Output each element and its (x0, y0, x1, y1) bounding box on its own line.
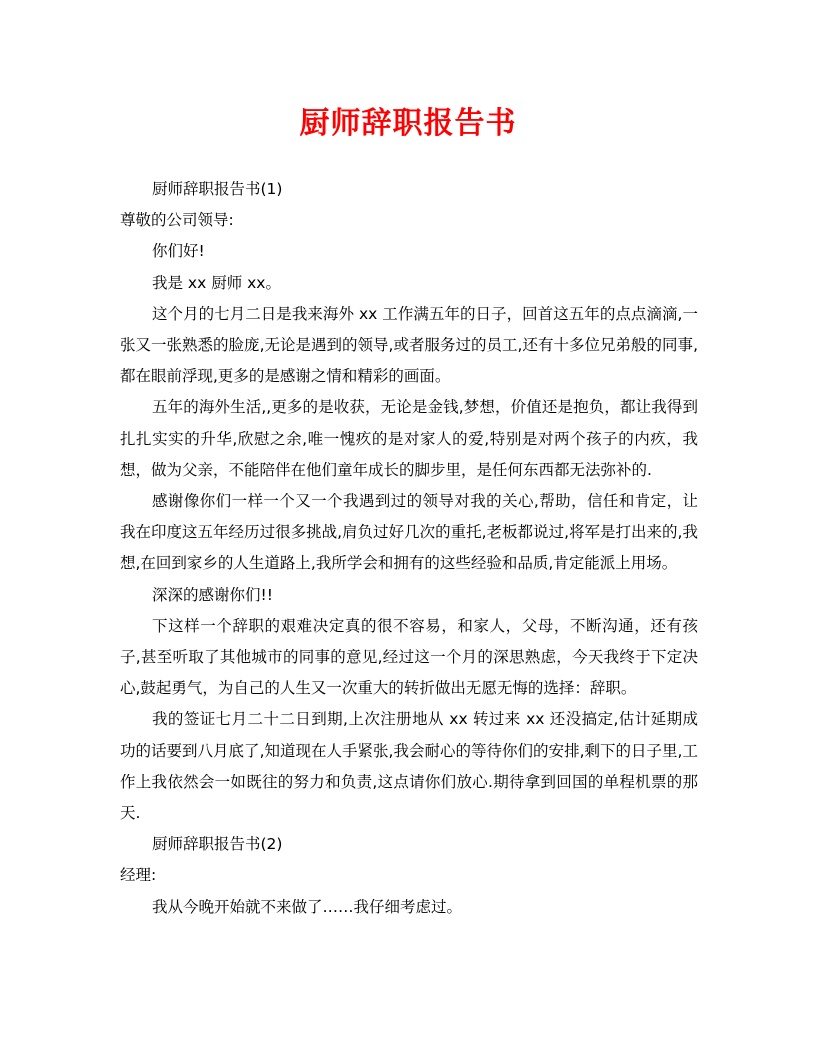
paragraph-self-intro: 我是 xx 厨师 xx。 (152, 273, 281, 292)
paragraph-body-2: 五年的海外生活,,更多的是收获，无论是金钱,梦想，价值还是抱负，都让我得到扎扎实实的升华,欣慰之余,唯一愧疚的是对家人的爱,特别是对两个孩子的内疚，我想，做为父亲，不能陪伴在他们童年成长的脚步里，是任何东西都无法弥补的. (120, 398, 698, 479)
paragraph-section-heading-1: 厨师辞职报告书(1) (152, 180, 283, 198)
document-body (120, 174, 698, 923)
paragraph-thanks: 深深的感谢你们!! (152, 585, 273, 604)
paragraph-body-5: 我的签证七月二十二日到期,上次注册地从 xx 转过来 xx 还没搞定,估计延期成功的话要到八月底了,知道现在人手紧张,我会耐心的等待你们的安排,剩下的日子里,工作上我依然会一如既往的努力和负责,这点请你们放心.期待拿到回国的单程机票的那天. (120, 710, 698, 823)
paragraph-body-6: 我从今晚开始就不来做了……我仔细考虑过。 (152, 897, 463, 916)
paragraph-body-1: 这个月的七月二日是我来海外 xx 工作满五年的日子，回首这五年的点点滴滴,一张又一张熟悉的脸庞,无论是遇到的领导,或者服务过的员工,还有十多位兄弟般的同事,都在眼前浮现,更多的是感谢之情和精彩的画面。 (120, 304, 698, 386)
paragraph-salutation-1: 尊敬的公司领导: (120, 211, 234, 230)
document-title: 厨师辞职报告书 (299, 106, 517, 141)
paragraph-greeting: 你们好! (152, 242, 205, 261)
paragraph-body-3: 感谢像你们一样一个又一个我遇到过的领导对我的关心,帮助，信任和肯定，让我在印度这五年经历过很多挑战,肩负过好几次的重托,老板都说过,将军是打出来的,我想,在回到家乡的人生道路上,我所学会和拥有的这些经验和品质,肯定能派上用场。 (120, 492, 698, 573)
paragraph-salutation-2: 经理: (120, 866, 157, 885)
paragraph-body-4: 下这样一个辞职的艰难决定真的很不容易，和家人，父母，不断沟通，还有孩子,甚至听取了其他城市的同事的意见,经过这一个月的深思熟虑，今天我终于下定决心,鼓起勇气，为自己的人生又一次重大的转折做出无愿无悔的选择：辞职。 (120, 616, 698, 698)
paragraph-section-heading-2: 厨师辞职报告书(2) (152, 835, 283, 854)
